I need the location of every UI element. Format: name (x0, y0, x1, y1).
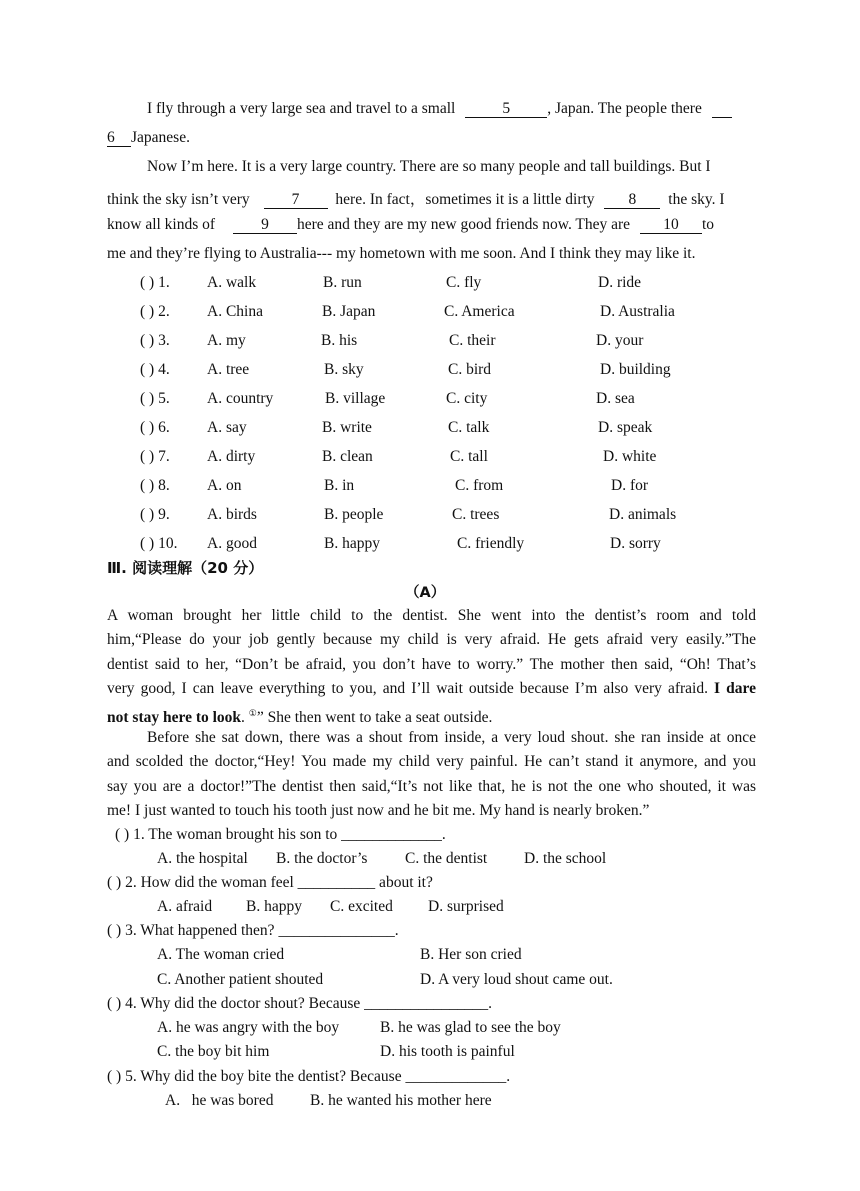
bold-phrase: not stay here to look (107, 709, 242, 727)
cloze-para2-line1: Now I’m here. It is a very large country. There are so many people and tall buildings. But I (147, 158, 711, 175)
option-c: C. friendly (457, 535, 525, 552)
option-b: B. happy (324, 535, 380, 552)
answer-option: A. The woman cried (157, 946, 285, 963)
option-row (0, 419, 860, 441)
option-c: C. tall (450, 448, 488, 465)
option-a: A. my (207, 332, 246, 349)
option-d: D. ride (598, 274, 642, 291)
option-row (0, 506, 860, 528)
option-row (0, 448, 860, 470)
option-a: A. tree (207, 361, 250, 378)
passage-line: not stay here to look. ①” She then went to take a seat outside. (107, 708, 493, 727)
answer-option: B. happy (246, 898, 302, 915)
bold-phrase: I dare (714, 679, 756, 697)
option-d: D. building (600, 361, 671, 378)
cloze-text: to (701, 216, 715, 233)
option-d: D. Australia (600, 303, 675, 320)
blank-5: 5 (465, 101, 547, 118)
option-a: A. China (207, 303, 263, 320)
cloze-text: , Japan. The people there (547, 100, 702, 117)
answer-option: B. he wanted his mother here (310, 1092, 492, 1109)
blank-9: 9 (233, 217, 297, 234)
option-b: B. sky (324, 361, 364, 378)
option-b: B. village (325, 390, 386, 407)
cloze-text: here. In fact，sometimes it is a little dirty (335, 191, 595, 208)
question-number: ( ) 3. (140, 332, 170, 349)
question-stem: ( ) 4. Why did the doctor shout? Because ________________. (107, 995, 492, 1012)
question-number: ( ) 1. (140, 274, 170, 291)
passage-line: say you are a doctor!”The dentist then said,“It’s not like that, he is not the one who shouted, it was (107, 777, 756, 795)
footnote-marker: ① (248, 708, 257, 719)
option-c: C. their (449, 332, 496, 349)
question-number: ( ) 10. (140, 535, 178, 552)
passage-line: A woman brought her little child to the dentist. She went into the dentist’s room and told (107, 607, 756, 624)
passage-line: him,“Please do your job gently because my child is very afraid. He gets afraid very easily.”The (107, 631, 756, 649)
question-stem: ( ) 2. How did the woman feel __________ about it? (107, 874, 433, 891)
option-d: D. white (603, 448, 657, 465)
passage-para2 (107, 726, 756, 823)
blank-6-start (712, 101, 732, 118)
question-number: ( ) 9. (140, 506, 170, 523)
option-row (0, 361, 860, 383)
option-d: D. speak (598, 419, 653, 436)
question-number: ( ) 2. (140, 303, 170, 320)
passage-line: very good, I can leave everything to you, and I’ll wait outside because I’m also very afraid. I dare (107, 679, 756, 697)
option-c: C. from (455, 477, 504, 494)
option-d: D. sea (596, 390, 635, 407)
cloze-para2-line2 (107, 187, 725, 209)
cloze-text: think the sky isn’t very (107, 191, 250, 208)
option-d: D. your (596, 332, 644, 349)
option-row (0, 332, 860, 354)
answer-option: C. excited (330, 898, 393, 915)
cloze-text: Japanese. (131, 129, 190, 146)
option-c: C. America (444, 303, 515, 320)
answer-option: C. the boy bit him (157, 1043, 270, 1060)
option-row (0, 535, 860, 557)
question-number: ( ) 8. (140, 477, 170, 494)
cloze-text: know all kinds of (107, 216, 216, 233)
option-c: C. talk (448, 419, 490, 436)
passage-line: dentist said to her, “Don’t be afraid, you don’t have to worry.” The mother then said, “Oh! That’s (107, 655, 756, 673)
question-stem: ( ) 3. What happened then? _______________. (107, 922, 399, 939)
cloze-para2-line4: me and they’re flying to Australia--- my hometown with me soon. And I think they may like it. (107, 245, 696, 262)
blank-10: 10 (640, 217, 702, 234)
option-d: D. animals (609, 506, 677, 523)
option-a: A. good (207, 535, 257, 552)
answer-option: A. the hospital (157, 850, 248, 867)
answer-option: D. surprised (428, 898, 504, 915)
answer-option: D. the school (524, 850, 607, 867)
cloze-para1-line2 (107, 129, 190, 147)
answer-option: B. Her son cried (420, 946, 522, 963)
option-a: A. say (207, 419, 247, 436)
answer-option: D. his tooth is painful (380, 1043, 515, 1060)
option-a: A. birds (207, 506, 257, 523)
cloze-text: I fly through a very large sea and travel to a small (147, 100, 456, 117)
option-b: B. clean (322, 448, 373, 465)
question-number: ( ) 6. (140, 419, 170, 436)
option-b: B. write (322, 419, 372, 436)
answer-option: A. he was bored (165, 1092, 274, 1109)
answer-option: B. he was glad to see the boy (380, 1019, 561, 1036)
cloze-text: the sky. I (668, 191, 725, 208)
answer-option: A. afraid (157, 898, 213, 915)
answer-option: B. the doctor’s (276, 850, 368, 867)
answer-option: C. Another patient shouted (157, 971, 324, 988)
passage-line: and scolded the doctor,“Hey! You made my child very painful. He can’t stand it anymore, and you (107, 753, 756, 771)
option-row (0, 390, 860, 412)
passage-text: ” She then went to take a seat outside. (256, 709, 493, 727)
option-c: C. fly (446, 274, 482, 291)
option-a: A. walk (207, 274, 257, 291)
option-b: B. in (324, 477, 355, 494)
answer-option: D. A very loud shout came out. (420, 971, 613, 988)
question-number: ( ) 4. (140, 361, 170, 378)
option-row (0, 274, 860, 296)
option-a: A. dirty (207, 448, 256, 465)
cloze-para2-line3 (107, 216, 714, 234)
option-d: D. for (611, 477, 649, 494)
cloze-para1-line1 (147, 100, 732, 118)
option-b: B. run (323, 274, 362, 291)
passage-line: Before she sat down, there was a shout from inside, a very loud shout. she ran inside at once (147, 729, 756, 746)
blank-8: 8 (604, 192, 660, 209)
option-c: C. bird (448, 361, 492, 378)
answer-option: C. the dentist (405, 850, 488, 867)
blank-7: 7 (264, 192, 328, 209)
question-number: ( ) 5. (140, 390, 170, 407)
option-b: B. people (324, 506, 384, 523)
passage-label: （A） (405, 585, 446, 601)
section-heading: Ⅲ. 阅读理解（20 分） (107, 559, 264, 577)
option-c: C. trees (452, 506, 500, 523)
blank-6: 6 (107, 130, 131, 147)
option-row (0, 477, 860, 499)
option-a: A. country (207, 390, 274, 407)
passage-para1 (107, 604, 756, 731)
option-a: A. on (207, 477, 242, 494)
option-b: B. his (321, 332, 358, 349)
option-row (0, 303, 860, 325)
question-stem: ( ) 5. Why did the boy bite the dentist? Because _____________. (107, 1068, 511, 1085)
question-stem: ( ) 1. The woman brought his son to _____________. (115, 826, 446, 843)
question-number: ( ) 7. (140, 448, 170, 465)
option-c: C. city (446, 390, 488, 407)
cloze-text: here and they are my new good friends now. They are (296, 216, 631, 233)
option-d: D. sorry (610, 535, 661, 552)
answer-option: A. he was angry with the boy (157, 1019, 340, 1036)
option-b: B. Japan (322, 303, 376, 320)
passage-line: me! I just wanted to touch his tooth just now and he bit me. My hand is nearly broken.” (107, 801, 650, 819)
